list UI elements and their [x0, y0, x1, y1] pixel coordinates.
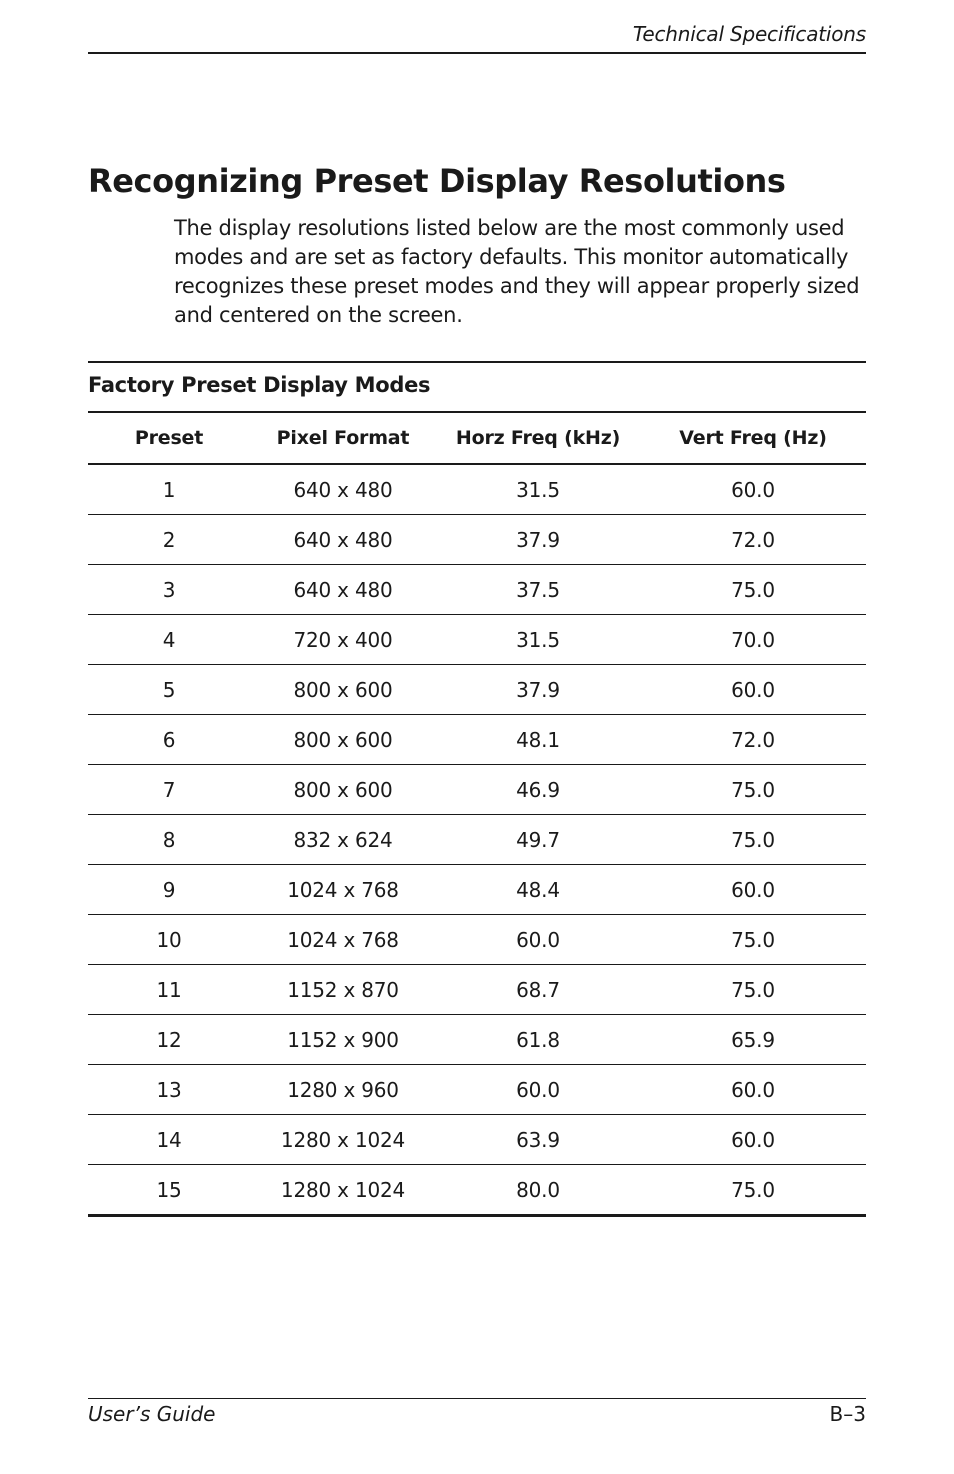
table-row [88, 1165, 866, 1216]
cell-horz-freq: 31.5 [436, 615, 640, 665]
cell-vert-freq: 65.9 [640, 1015, 866, 1065]
cell-vert-freq: 60.0 [640, 865, 866, 915]
cell-horz-freq: 60.0 [436, 1065, 640, 1115]
cell-vert-freq: 72.0 [640, 515, 866, 565]
cell-vert-freq: 75.0 [640, 565, 866, 615]
cell-horz-freq: 49.7 [436, 815, 640, 865]
table-row [88, 915, 866, 965]
cell-pixel-format: 1024 x 768 [250, 865, 436, 915]
cell-vert-freq: 60.0 [640, 665, 866, 715]
cell-horz-freq: 46.9 [436, 765, 640, 815]
cell-preset: 1 [88, 464, 250, 515]
column-header-vert-freq: Vert Freq (Hz) [640, 413, 866, 464]
preset-modes-table-block [88, 361, 866, 1217]
cell-pixel-format: 1280 x 960 [250, 1065, 436, 1115]
cell-preset: 5 [88, 665, 250, 715]
cell-preset: 2 [88, 515, 250, 565]
cell-pixel-format: 800 x 600 [250, 715, 436, 765]
page-footer [88, 1398, 866, 1426]
cell-pixel-format: 800 x 600 [250, 665, 436, 715]
table-row [88, 615, 866, 665]
cell-vert-freq: 75.0 [640, 1165, 866, 1216]
cell-preset: 8 [88, 815, 250, 865]
running-head: Technical Specifications [632, 22, 866, 46]
cell-vert-freq: 75.0 [640, 965, 866, 1015]
cell-vert-freq: 60.0 [640, 464, 866, 515]
cell-preset: 12 [88, 1015, 250, 1065]
cell-horz-freq: 48.4 [436, 865, 640, 915]
cell-vert-freq: 60.0 [640, 1065, 866, 1115]
cell-vert-freq: 75.0 [640, 815, 866, 865]
table-row [88, 715, 866, 765]
cell-preset: 10 [88, 915, 250, 965]
cell-horz-freq: 68.7 [436, 965, 640, 1015]
cell-pixel-format: 640 x 480 [250, 515, 436, 565]
table-caption: Factory Preset Display Modes [88, 361, 866, 413]
cell-horz-freq: 48.1 [436, 715, 640, 765]
cell-preset: 11 [88, 965, 250, 1015]
table-row [88, 965, 866, 1015]
table-row [88, 1115, 866, 1165]
cell-pixel-format: 1152 x 900 [250, 1015, 436, 1065]
cell-preset: 3 [88, 565, 250, 615]
cell-preset: 4 [88, 615, 250, 665]
table-body [88, 464, 866, 1216]
cell-horz-freq: 31.5 [436, 464, 640, 515]
cell-horz-freq: 37.9 [436, 515, 640, 565]
cell-preset: 15 [88, 1165, 250, 1216]
cell-horz-freq: 63.9 [436, 1115, 640, 1165]
cell-preset: 7 [88, 765, 250, 815]
table-row [88, 1065, 866, 1115]
cell-vert-freq: 75.0 [640, 915, 866, 965]
cell-vert-freq: 75.0 [640, 765, 866, 815]
cell-preset: 14 [88, 1115, 250, 1165]
table-row [88, 765, 866, 815]
cell-pixel-format: 720 x 400 [250, 615, 436, 665]
table-row [88, 815, 866, 865]
cell-preset: 9 [88, 865, 250, 915]
section-title: Recognizing Preset Display Resolutions [88, 162, 786, 200]
table-row [88, 464, 866, 515]
intro-paragraph: The display resolutions listed below are the most commonly used modes and are set as factory defaults. This monitor automatically recognizes these preset modes and they will appear properly sized and centered on the screen. [174, 216, 860, 327]
footer-document-title: User’s Guide [88, 1402, 216, 1426]
cell-horz-freq: 37.9 [436, 665, 640, 715]
cell-vert-freq: 60.0 [640, 1115, 866, 1165]
cell-pixel-format: 640 x 480 [250, 464, 436, 515]
table-row [88, 665, 866, 715]
table-row [88, 1015, 866, 1065]
column-header-pixel-format: Pixel Format [250, 413, 436, 464]
cell-pixel-format: 1152 x 870 [250, 965, 436, 1015]
column-header-horz-freq: Horz Freq (kHz) [436, 413, 640, 464]
table-row [88, 865, 866, 915]
cell-horz-freq: 37.5 [436, 565, 640, 615]
page-header [88, 18, 866, 54]
table-header-row [88, 413, 866, 464]
cell-pixel-format: 800 x 600 [250, 765, 436, 815]
cell-vert-freq: 70.0 [640, 615, 866, 665]
cell-pixel-format: 640 x 480 [250, 565, 436, 615]
column-header-preset: Preset [88, 413, 250, 464]
cell-vert-freq: 72.0 [640, 715, 866, 765]
cell-pixel-format: 1024 x 768 [250, 915, 436, 965]
cell-pixel-format: 1280 x 1024 [250, 1165, 436, 1216]
cell-preset: 13 [88, 1065, 250, 1115]
table-row [88, 565, 866, 615]
table-row [88, 515, 866, 565]
cell-preset: 6 [88, 715, 250, 765]
cell-horz-freq: 61.8 [436, 1015, 640, 1065]
cell-horz-freq: 60.0 [436, 915, 640, 965]
cell-horz-freq: 80.0 [436, 1165, 640, 1216]
cell-pixel-format: 1280 x 1024 [250, 1115, 436, 1165]
preset-modes-table [88, 413, 866, 1217]
cell-pixel-format: 832 x 624 [250, 815, 436, 865]
page-number: B–3 [829, 1402, 866, 1426]
